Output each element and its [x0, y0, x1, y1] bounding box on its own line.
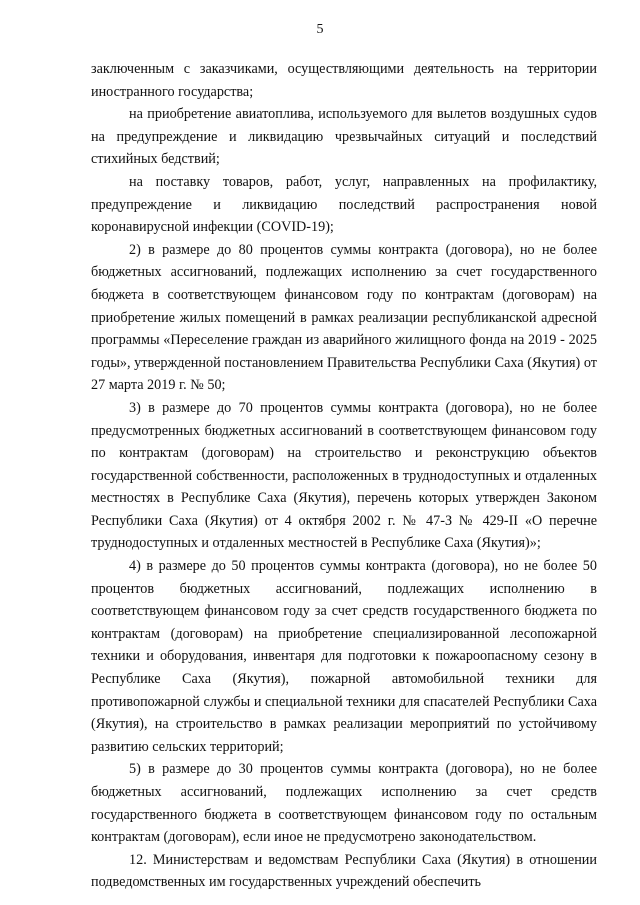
paragraph-covid-supplies: на поставку товаров, работ, услуг, направленных на профилактику, предупреждение и ликвидацию последствий распространения новой коронавирусной инфекции (COVID-19); [91, 173, 597, 236]
paragraph-item-2: 2) в размере до 80 процентов суммы контракта (договора), но не более бюджетных ассигнований, подлежащих исполнению за счет государственного бюджета в соответствующем финансовом году по контрактам (договорам) на приобретение жилых помещений в рамках реализации республиканской адресной программы «Переселение граждан из аварийного жилищного фонда на 2019 - 2025 годы», утвержденной постановлением Правительства Республики Саха (Якутия) от 27 марта 2019 г. № 50; [91, 241, 597, 394]
paragraph-item-3: 3) в размере до 70 процентов суммы контракта (договора), но не более предусмотренных бюджетных ассигнований в соответствующем финансовом году по контрактам (договорам) на строительство и реконструкцию объектов государственной собственности, расположенных в труднодоступных и отдаленных местностях в Республике Саха (Якутия), перечень которых утвержден Законом Республики Саха (Якутия) от 4 октября 2002 г. № 47-З № 429-II «О перечне труднодоступных и отдаленных местностей в Республике Саха (Якутия)»; [91, 399, 597, 552]
paragraph-section-12: 12. Министерствам и ведомствам Республики Саха (Якутия) в отношении подведомственных им государственных учреждений обеспечить [91, 851, 597, 891]
paragraph-foreign-customers: заключенным с заказчиками, осуществляющими деятельность на территории иностранного государства; [91, 61, 597, 100]
document-body [91, 58, 597, 894]
paragraph-item-4: 4) в размере до 50 процентов суммы контракта (договора), но не более 50 процентов бюджетных ассигнований, подлежащих исполнению в соответствующем финансовом году за счет средств государственного бюджета по контрактам (договорам) на приобретение специализированной лесопожарной техники и оборудования, инвентаря для подготовки к пожароопасному сезону в Республике Саха (Якутия), пожарной автомобильной техники для противопожарной службы и специальной техники для спасателей Республики Саха (Якутия), на строительство в рамках реализации мероприятий по устойчивому развитию сельских территорий; [91, 558, 597, 755]
page-number: 5 [316, 22, 324, 37]
paragraph-aviation-fuel: на приобретение авиатоплива, используемого для вылетов воздушных судов на предупреждение и ликвидацию чрезвычайных ситуаций и последствий стихийных бедствий; [91, 106, 597, 168]
paragraph-item-5: 5) в размере до 30 процентов суммы контракта (договора), но не более бюджетных ассигнований, подлежащих исполнению за счет средств государственного бюджета в соответствующем финансовом году по остальным контрактам (договорам), если иное не предусмотрено законодательством. [91, 761, 597, 846]
